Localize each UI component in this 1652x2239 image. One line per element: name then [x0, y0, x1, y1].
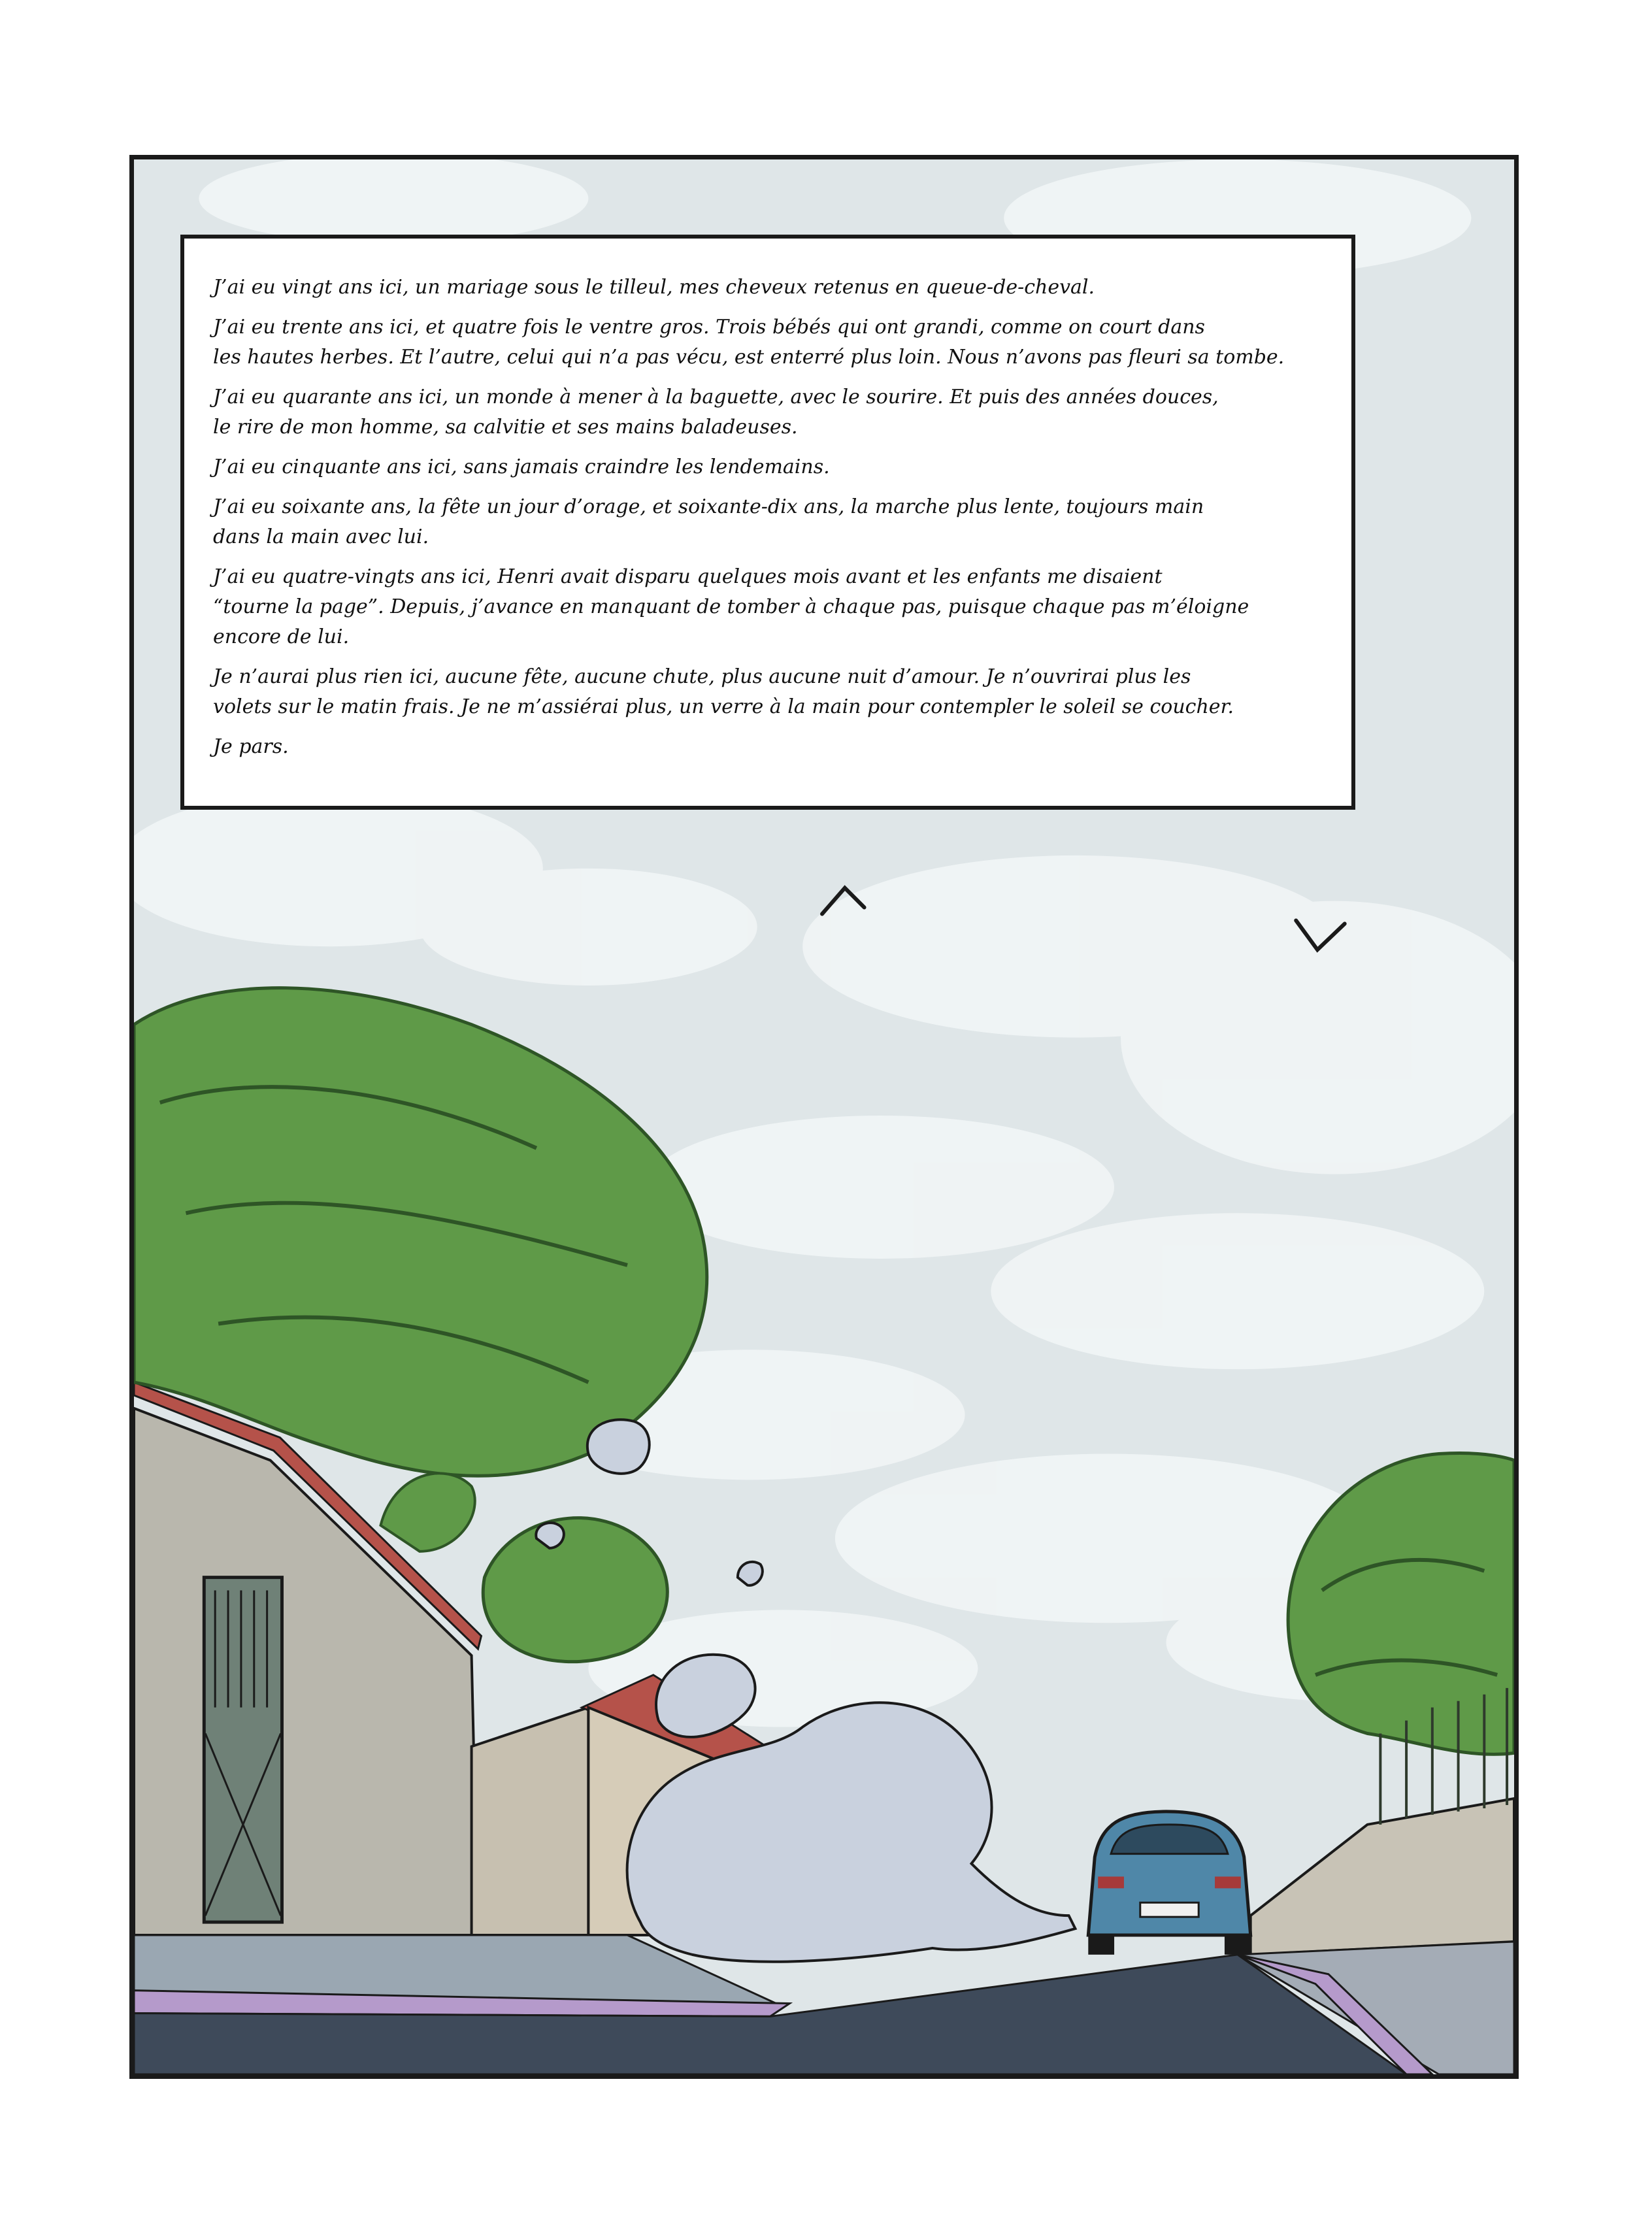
caption-paragraph-8	[213, 732, 1323, 762]
caption-paragraph-6	[213, 562, 1323, 652]
caption-paragraph-2	[213, 312, 1323, 373]
caption-line: J’ai eu vingt ans ici, un mariage sous le tilleul, mes cheveux retenus en queue-de-cheval.	[213, 276, 1095, 299]
caption-line: J’ai eu quarante ans ici, un monde à mener à la baguette, avec le sourire. Et puis des années douces,	[213, 386, 1219, 408]
caption-paragraph-4	[213, 452, 1323, 482]
caption-paragraph-7	[213, 662, 1323, 722]
caption-line: dans la main avec lui.	[213, 525, 429, 548]
caption-paragraph-3	[213, 382, 1323, 442]
blue-car	[1088, 1812, 1250, 1955]
caption-paragraph-1	[213, 273, 1323, 303]
caption-line: encore de lui.	[213, 625, 350, 648]
caption-line: Je n’aurai plus rien ici, aucune fête, aucune chute, plus aucune nuit d’amour. Je n’ouvrirai plus les	[213, 665, 1191, 688]
caption-line: Je pars.	[213, 735, 289, 758]
caption-line: J’ai eu quatre-vingts ans ici, Henri avait disparu quelques mois avant et les enfants me disaient	[213, 565, 1163, 588]
caption-line: “tourne la page”. Depuis, j’avance en manquant de tomber à chaque pas, puisque chaque pas m’éloigne	[213, 595, 1249, 618]
caption-paragraph-5	[213, 492, 1323, 552]
caption-line: J’ai eu trente ans ici, et quatre fois le ventre gros. Trois bébés qui ont grandi, comme on court dans	[213, 316, 1205, 339]
comic-panel	[129, 155, 1519, 2079]
house-left	[472, 1708, 589, 1935]
caption-line: J’ai eu soixante ans, la fête un jour d’orage, et soixante-dix ans, la marche plus lente, toujours main	[213, 495, 1204, 518]
caption-line: le rire de mon homme, sa calvitie et ses mains baladeuses.	[213, 416, 798, 439]
caption-line: les hautes herbes. Et l’autre, celui qui n’a pas vécu, est enterré plus loin. Nous n’avons pas fleuri sa tombe.	[213, 346, 1285, 369]
caption-line: volets sur le matin frais. Je ne m’assiérai plus, un verre à la main pour contempler le soleil se coucher.	[213, 695, 1234, 718]
caption-line: J’ai eu cinquante ans ici, sans jamais craindre les lendemains.	[213, 456, 830, 478]
narration-caption	[180, 235, 1355, 810]
